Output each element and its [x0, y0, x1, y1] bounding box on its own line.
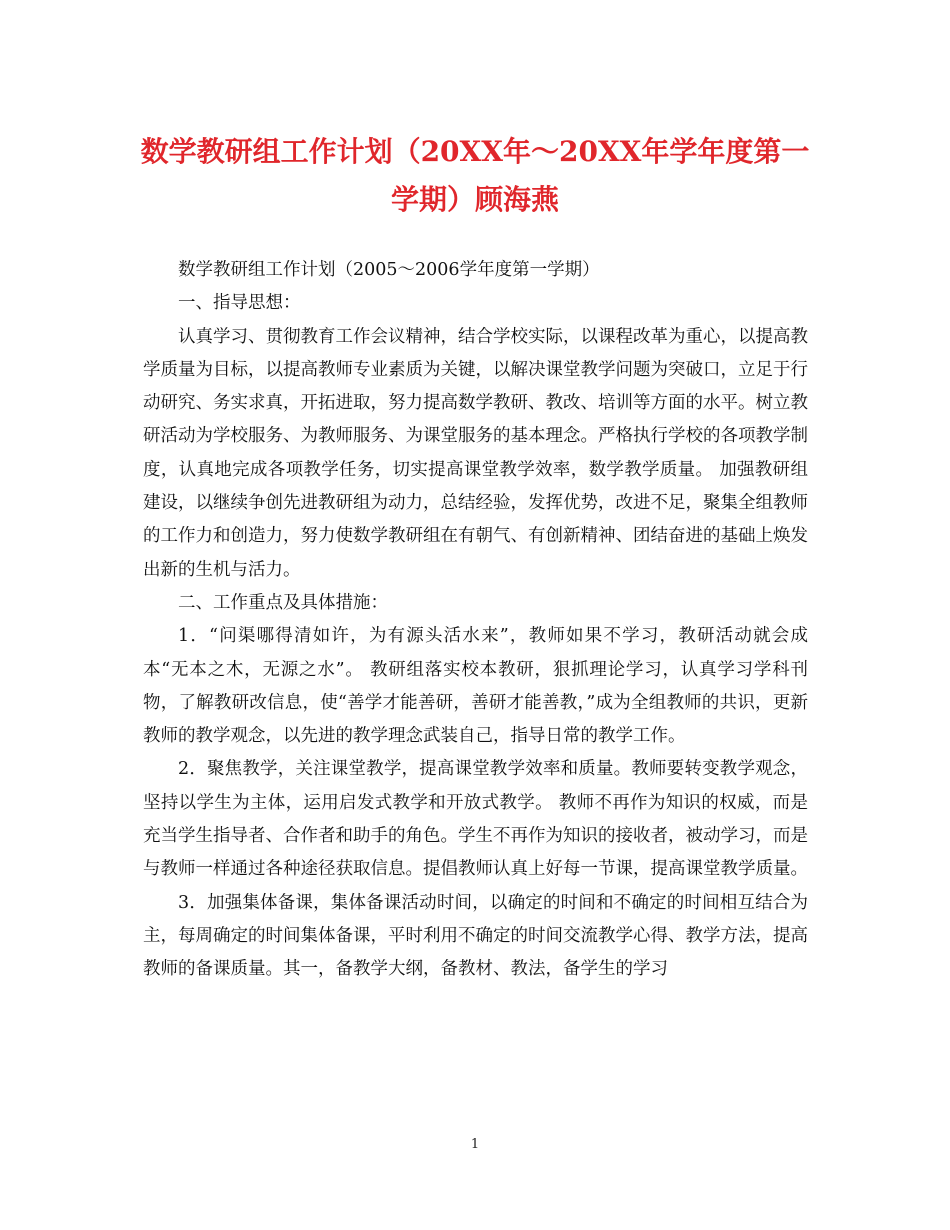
body-paragraph: 1．“问渠哪得清如许，为有源头活水来”，教师如果不学习，教研活动就会成本“无本之木，无源之水”。 教研组落实校本教研，狠抓理论学习，认真学习学科刊物，了解教研改信息，使“善学才能善研，善研才能善教，”成为全组教师的共识，更新教师的教学观念，以先进的教学理念武装自己，指导日常的教学工作。 — [143, 626, 808, 747]
body-paragraph: 3．加强集体备课，集体备课活动时间，以确定的时间和不确定的时间相互结合为主，每周确定的时间集体备课，平时利用不确定的时间交流教学心得、教学方法，提高教师的备课质量。其一，备教学大纲，备教材、教法，备学生的学习 — [143, 892, 808, 980]
document-title: 数学教研组工作计划（20XX年～20XX年学年度第一学期）顾海燕 — [140, 135, 810, 216]
subtitle-paragraph: 数学教研组工作计划（2005～2006学年度第一学期） — [178, 260, 600, 280]
section-heading-1: 一、指导思想： — [178, 293, 301, 314]
body-paragraph: 认真学习、贯彻教育工作会议精神，结合学校实际，以课程改革为重心，以提高教学质量为目标，以提高教师专业素质为关键，以解决课堂教学问题为突破口，立足于行动研究、务实求真，开拓进取，努力提高数学教研、教改、培训等方面的水平。树立教研活动为学校服务、为教师服务、为课堂服务的基本理念。严格执行学校的各项教学制度，认真地完成各项教学任务，切实提高课堂教学效率，数学教学质量。 加强教研组建设，以继续争创先进教研组为动力，总结经验，发挥优势，改进不足，聚集全组教师的工作力和创造力，努力使数学教研组在有朝气、有创新精神、团结奋进的基础上焕发出新的生机与活力。 — [143, 326, 808, 580]
section-heading-2: 二、工作重点及具体措施： — [178, 592, 388, 613]
body-paragraph: 2．聚焦教学，关注课堂教学，提高课堂教学效率和质量。教师要转变教学观念，坚持以学生为主体，运用启发式教学和开放式教学。 教师不再作为知识的权威，而是充当学生指导者、合作者和助手的角色。学生不再作为知识的接收者，被动学习，而是与教师一样通过各种途径获取信息。提倡教师认真上好每一节课，提高课堂教学质量。 — [143, 759, 808, 880]
document-body — [143, 254, 808, 987]
page-number: 1 — [470, 1137, 480, 1152]
